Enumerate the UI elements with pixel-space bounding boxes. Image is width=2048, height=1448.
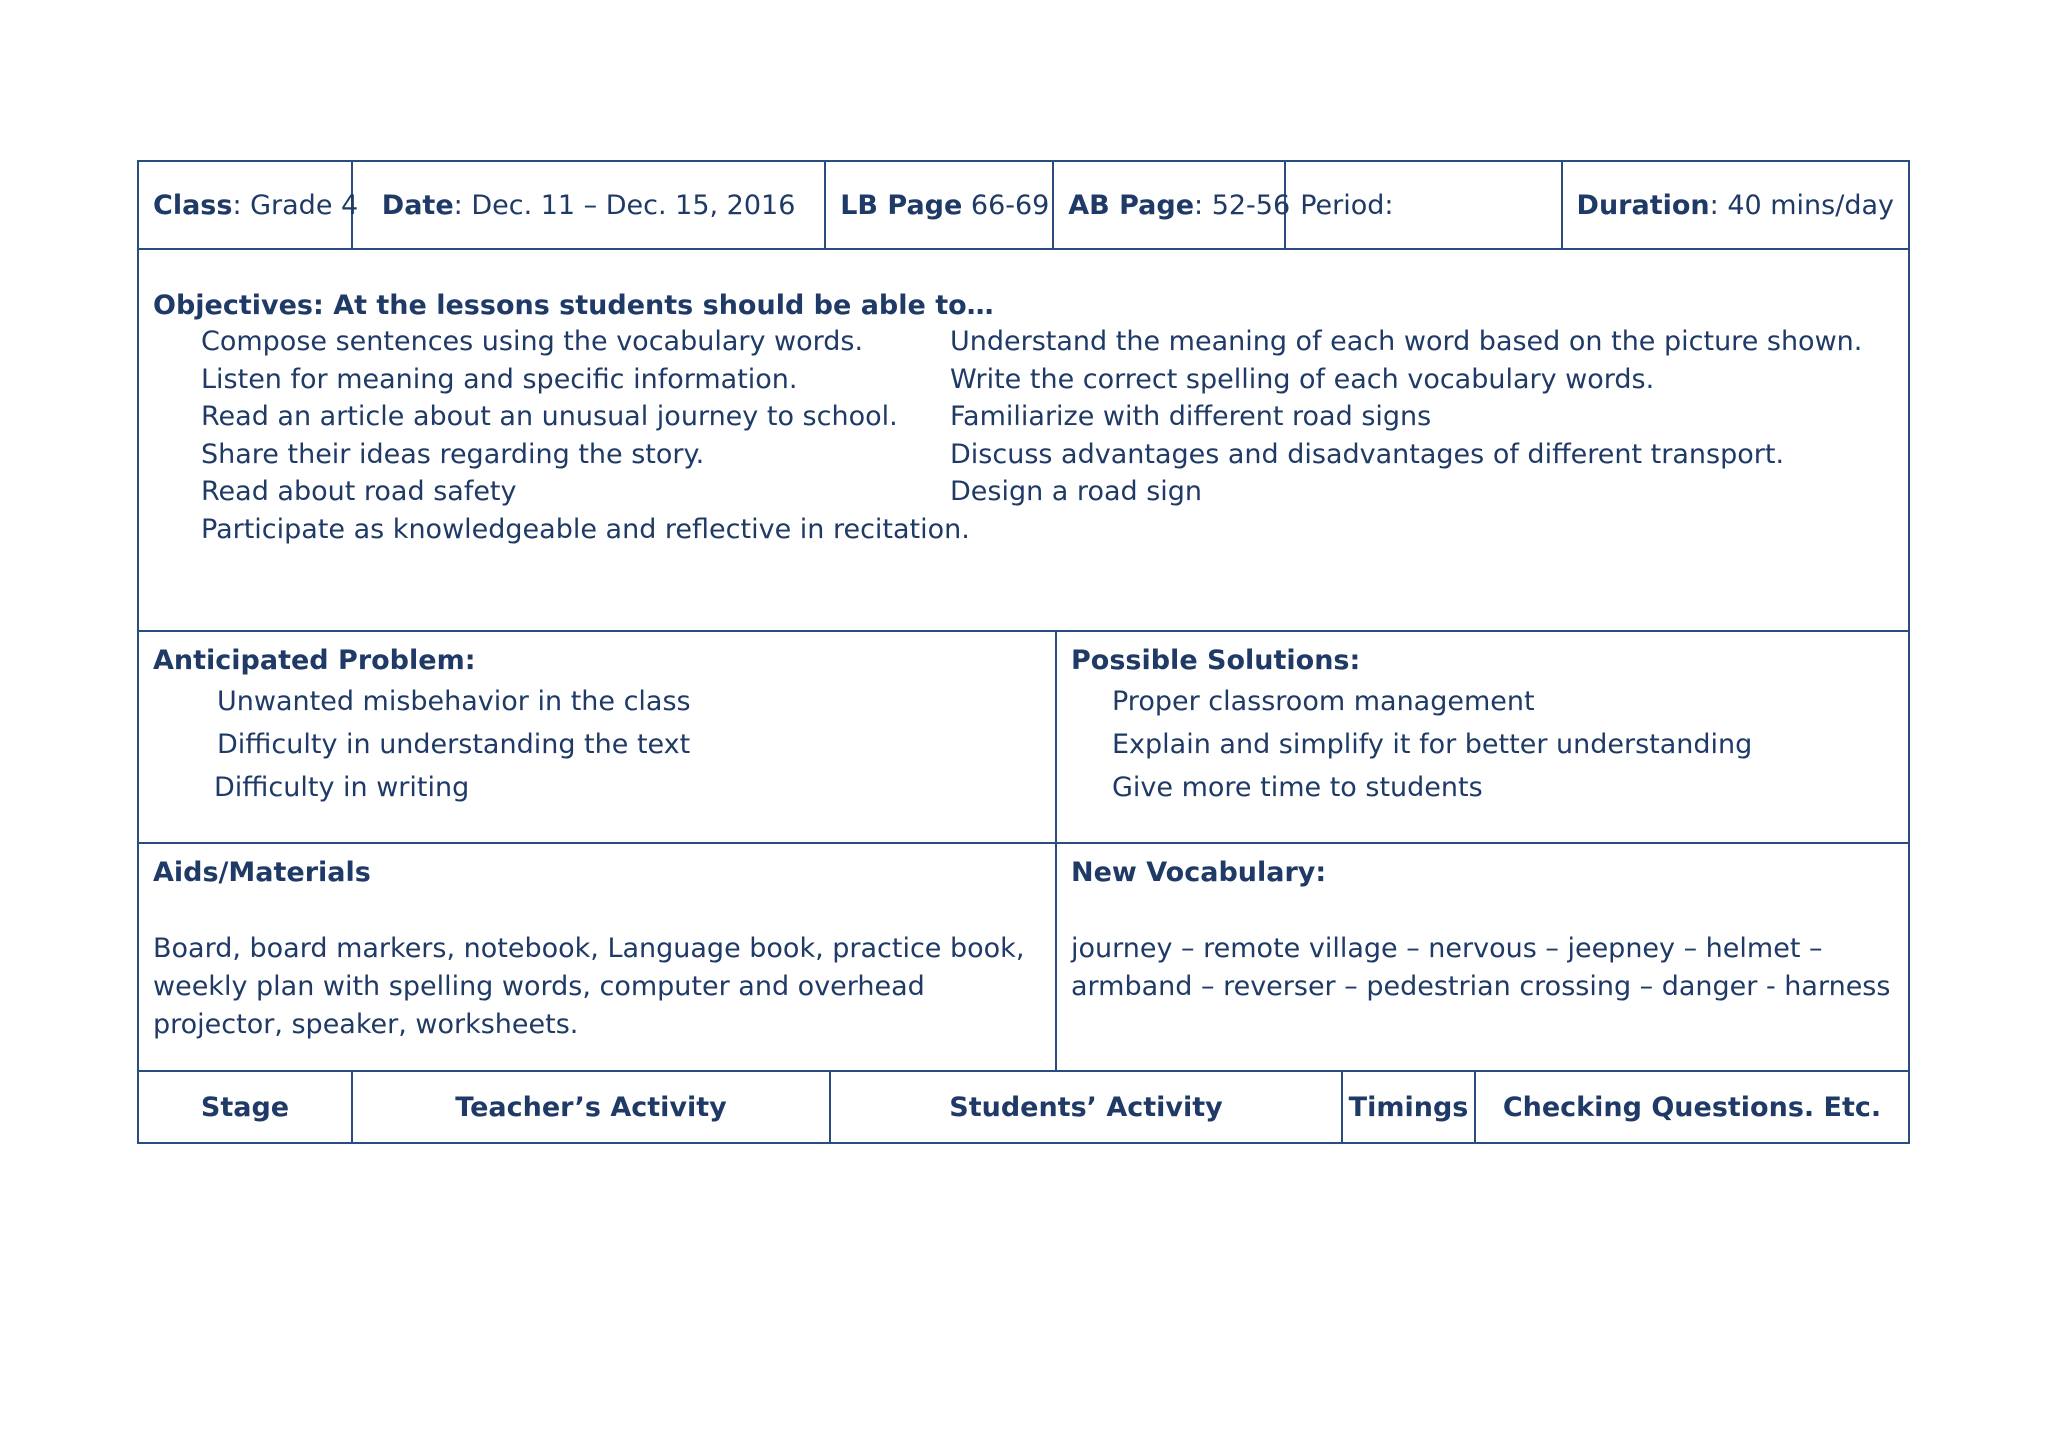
- lb-page-value: 66-69: [962, 189, 1050, 221]
- aids-materials-section: [139, 844, 1057, 1070]
- objective-item: Write the correct spelling of each vocabulary words.: [950, 363, 1655, 395]
- possible-solutions-title: Possible Solutions:: [1071, 645, 1361, 676]
- ab-page-label: AB Page: [1068, 189, 1195, 221]
- period-label: Period:: [1300, 189, 1394, 221]
- duration-value: : 40 mins/day: [1709, 189, 1894, 221]
- objectives-columns: [153, 323, 1894, 549]
- objective-item: Understand the meaning of each word based on the picture shown.: [950, 326, 1863, 357]
- new-vocabulary-section: [1057, 844, 1908, 1070]
- solution-item: Give more time to students: [1112, 772, 1483, 803]
- period-cell: [1286, 162, 1562, 248]
- solution-list: [1071, 680, 1894, 809]
- objective-item: Share their ideas regarding the story.: [201, 438, 705, 470]
- class-cell: [139, 162, 359, 248]
- lesson-plan-table: [137, 160, 1910, 1144]
- ab-page-value: : 52-56: [1194, 189, 1291, 221]
- lb-page-cell: [826, 162, 1054, 248]
- problem-item: Difficulty in writing: [214, 772, 470, 803]
- objective-item: Listen for meaning and specific information.: [201, 363, 798, 395]
- teacher-activity-header: Teacher’s Activity: [353, 1072, 831, 1142]
- class-value: : Grade 4: [232, 189, 359, 221]
- aids-materials-text: Board, board markers, notebook, Language book, practice book, weekly plan with spelling words, computer and overhead projector, speaker, worksheets.: [153, 933, 1025, 1040]
- stage-header: Stage: [139, 1072, 353, 1142]
- class-label: Class: [153, 189, 233, 221]
- duration-label: Duration: [1576, 189, 1710, 221]
- objective-item: Discuss advantages and disadvantages of different transport.: [950, 438, 1785, 470]
- objectives-row: [139, 250, 1908, 632]
- students-activity-header: Students’ Activity: [831, 1072, 1343, 1142]
- problem-list: [153, 680, 1041, 809]
- problem-item: Difficulty in understanding the text: [217, 729, 691, 760]
- activity-header-row: [139, 1072, 1908, 1142]
- objective-item: Read an article about an unusual journey to school.: [201, 401, 898, 433]
- timings-header: Timings: [1343, 1072, 1476, 1142]
- ab-page-cell: [1054, 162, 1291, 248]
- materials-vocabulary-row: [139, 844, 1908, 1072]
- aids-materials-title: Aids/Materials: [153, 857, 371, 888]
- objective-item: Design a road sign: [950, 476, 1203, 508]
- duration-cell: [1563, 162, 1908, 248]
- date-label: Date: [381, 189, 454, 221]
- objectives-right-list: [950, 323, 1862, 549]
- date-cell: [353, 162, 826, 248]
- objectives-title: Objectives: At the lessons students should be able to…: [153, 290, 994, 321]
- anticipated-problem-title: Anticipated Problem:: [153, 645, 476, 676]
- new-vocabulary-text: journey – remote village – nervous – jeepney – helmet – armband – reverser – pedestrian crossing – danger - harness: [1071, 933, 1891, 1002]
- checking-questions-header: Checking Questions. Etc.: [1502, 1091, 1882, 1123]
- objective-item: Read about road safety: [201, 476, 517, 508]
- solution-item: Proper classroom management: [1112, 686, 1535, 717]
- lb-page-label: LB Page: [840, 189, 963, 221]
- objective-item: Compose sentences using the vocabulary words.: [201, 326, 864, 357]
- problem-item: Unwanted misbehavior in the class: [217, 686, 691, 717]
- header-row: [139, 162, 1908, 250]
- objectives-section: [139, 250, 1908, 630]
- possible-solutions-section: [1057, 632, 1908, 842]
- date-value: : Dec. 11 – Dec. 15, 2016: [453, 189, 796, 221]
- solution-item: Explain and simplify it for better understanding: [1112, 729, 1753, 760]
- objective-item: Participate as knowledgeable and reflective in recitation.: [201, 513, 970, 545]
- objective-item: Familiarize with different road signs: [950, 401, 1432, 433]
- objectives-left-list: [153, 323, 970, 549]
- problems-solutions-row: [139, 632, 1908, 844]
- new-vocabulary-title: New Vocabulary:: [1071, 857, 1327, 888]
- anticipated-problem-section: [139, 632, 1057, 842]
